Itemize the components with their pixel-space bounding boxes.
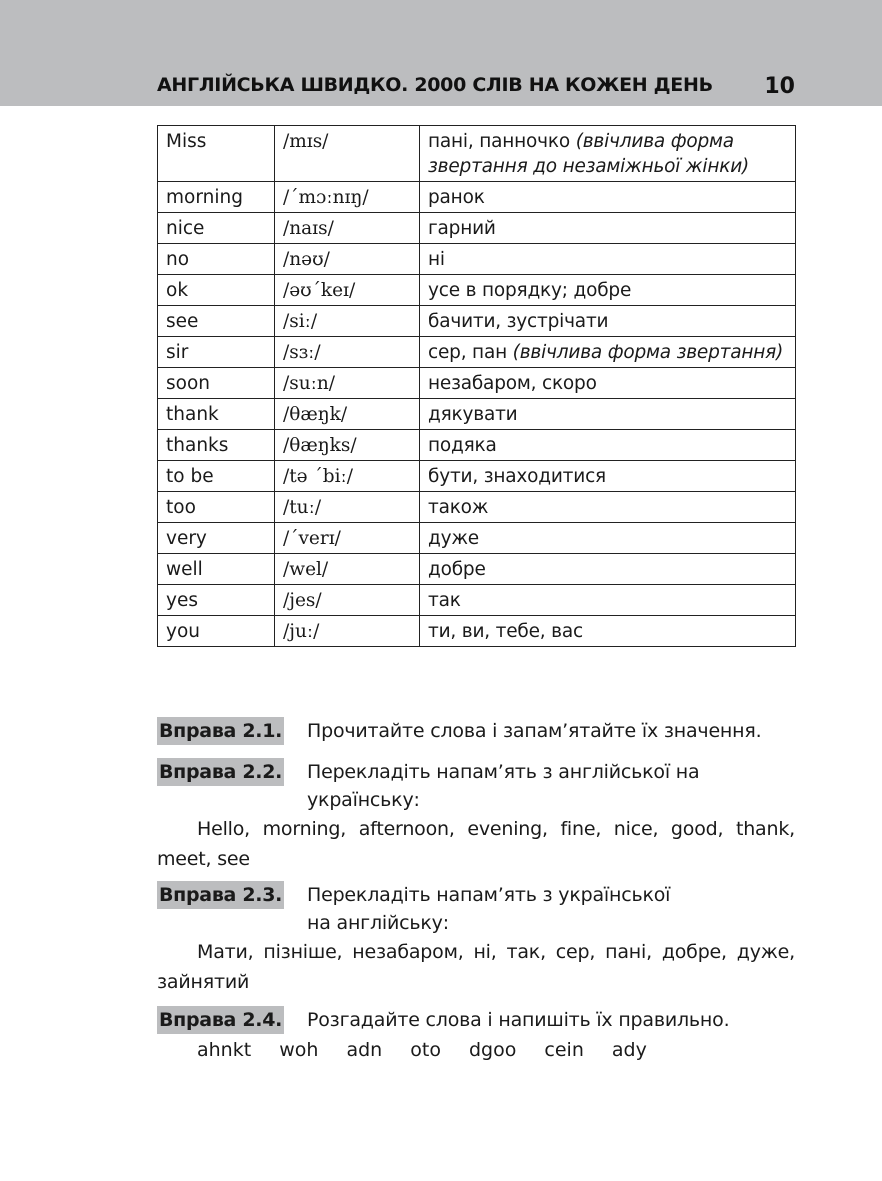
- table-row: [158, 306, 796, 337]
- instruction-line-1: Перекладіть напам’ять з англійської на: [307, 761, 700, 783]
- exercise-instruction: Прочитайте слова і запам’ятайте їх значення.: [307, 720, 762, 742]
- exercise-content: [157, 814, 795, 874]
- table-row: [158, 430, 796, 461]
- transcription-cell: /ˊmɔːnɪŋ/: [275, 182, 420, 213]
- table-row: [158, 585, 796, 616]
- translation-cell: дуже: [420, 523, 796, 554]
- translation-text: сер, пан: [428, 342, 513, 363]
- translation-cell: незабаром, скоро: [420, 368, 796, 399]
- word-cell: too: [158, 492, 275, 523]
- translation-cell: також: [420, 492, 796, 523]
- translation-cell: дякувати: [420, 399, 796, 430]
- translation-cell: подяка: [420, 430, 796, 461]
- transcription-cell: /juː/: [275, 616, 420, 647]
- table-row: [158, 182, 796, 213]
- translation-cell: так: [420, 585, 796, 616]
- word-cell: well: [158, 554, 275, 585]
- exercise-words: Мати, пізніше, незабаром, ні, так, сер, пані, добре, дуже, зайнятий: [157, 941, 795, 993]
- table-row: [158, 244, 796, 275]
- instruction-line-1: Перекладіть напам’ять з української: [307, 884, 671, 906]
- translation-cell: [420, 126, 796, 182]
- translation-cell: бачити, зустрічати: [420, 306, 796, 337]
- word-cell: sir: [158, 337, 275, 368]
- translation-cell: ні: [420, 244, 796, 275]
- exercise-label: Вправа 2.4.: [157, 1006, 284, 1034]
- exercise-label: Вправа 2.3.: [157, 881, 284, 909]
- transcription-cell: /θæŋk/: [275, 399, 420, 430]
- translation-cell: гарний: [420, 213, 796, 244]
- word-cell: thank: [158, 399, 275, 430]
- word-cell: morning: [158, 182, 275, 213]
- table-row: [158, 616, 796, 647]
- table-row: [158, 213, 796, 244]
- page-number: 10: [764, 74, 795, 99]
- exercise-instruction: Розгадайте слова і напишіть їх правильно.: [307, 1009, 730, 1031]
- table-row: [158, 492, 796, 523]
- word-cell: soon: [158, 368, 275, 399]
- word-cell: see: [158, 306, 275, 337]
- translation-cell: ранок: [420, 182, 796, 213]
- table-row: [158, 399, 796, 430]
- table-row: [158, 126, 796, 182]
- table-row: [158, 554, 796, 585]
- translation-cell: усе в порядку; добре: [420, 275, 796, 306]
- exercise-label: Вправа 2.2.: [157, 758, 284, 786]
- table-row: [158, 523, 796, 554]
- translation-note: (ввічлива форма звертання): [512, 342, 784, 363]
- table-row: [158, 275, 796, 306]
- word-cell: yes: [158, 585, 275, 616]
- vocabulary-table: [157, 125, 796, 647]
- transcription-cell: /sɜː/: [275, 337, 420, 368]
- table-row: [158, 461, 796, 492]
- transcription-cell: /naɪs/: [275, 213, 420, 244]
- translation-cell: ти, ви, тебе, вас: [420, 616, 796, 647]
- translation-cell: добре: [420, 554, 796, 585]
- word-cell: nice: [158, 213, 275, 244]
- transcription-cell: /suːn/: [275, 368, 420, 399]
- transcription-cell: /siː/: [275, 306, 420, 337]
- transcription-cell: /θæŋks/: [275, 430, 420, 461]
- transcription-cell: /wel/: [275, 554, 420, 585]
- exercise-words: Hello, morning, afternoon, evening, fine, nice, good, thank, meet, see: [157, 818, 795, 870]
- transcription-cell: /tuː/: [275, 492, 420, 523]
- translation-text: пані, панночко: [428, 131, 576, 152]
- exercise-content: [157, 937, 795, 997]
- transcription-cell: /nəʊ/: [275, 244, 420, 275]
- translation-cell: [420, 337, 796, 368]
- book-title: АНГЛІЙСЬКА ШВИДКО. 2000 СЛІВ НА КОЖЕН ДЕНЬ: [157, 74, 713, 96]
- word-cell: no: [158, 244, 275, 275]
- word-cell: ok: [158, 275, 275, 306]
- table-row: [158, 368, 796, 399]
- transcription-cell: /tə ˊbiː/: [275, 461, 420, 492]
- exercise-instruction: [307, 758, 699, 814]
- translation-note: (ввічлива форма звертання до незаміжньої жінки): [428, 131, 750, 177]
- translation-cell: бути, знаходитися: [420, 461, 796, 492]
- exercise-label: Вправа 2.1.: [157, 717, 284, 745]
- scrambled-words: ahnkt woh adn oto dgoo cein ady: [197, 1039, 647, 1061]
- word-cell: thanks: [158, 430, 275, 461]
- transcription-cell: /mɪs/: [275, 126, 420, 182]
- transcription-cell: /əʊˊkeɪ/: [275, 275, 420, 306]
- transcription-cell: /ˊverɪ/: [275, 523, 420, 554]
- word-cell: Miss: [158, 126, 275, 182]
- instruction-line-2: українську:: [307, 789, 420, 811]
- word-cell: very: [158, 523, 275, 554]
- word-cell: you: [158, 616, 275, 647]
- instruction-line-2: на англійську:: [307, 912, 449, 934]
- word-cell: to be: [158, 461, 275, 492]
- transcription-cell: /jes/: [275, 585, 420, 616]
- exercise-instruction: [307, 881, 670, 937]
- table-row: [158, 337, 796, 368]
